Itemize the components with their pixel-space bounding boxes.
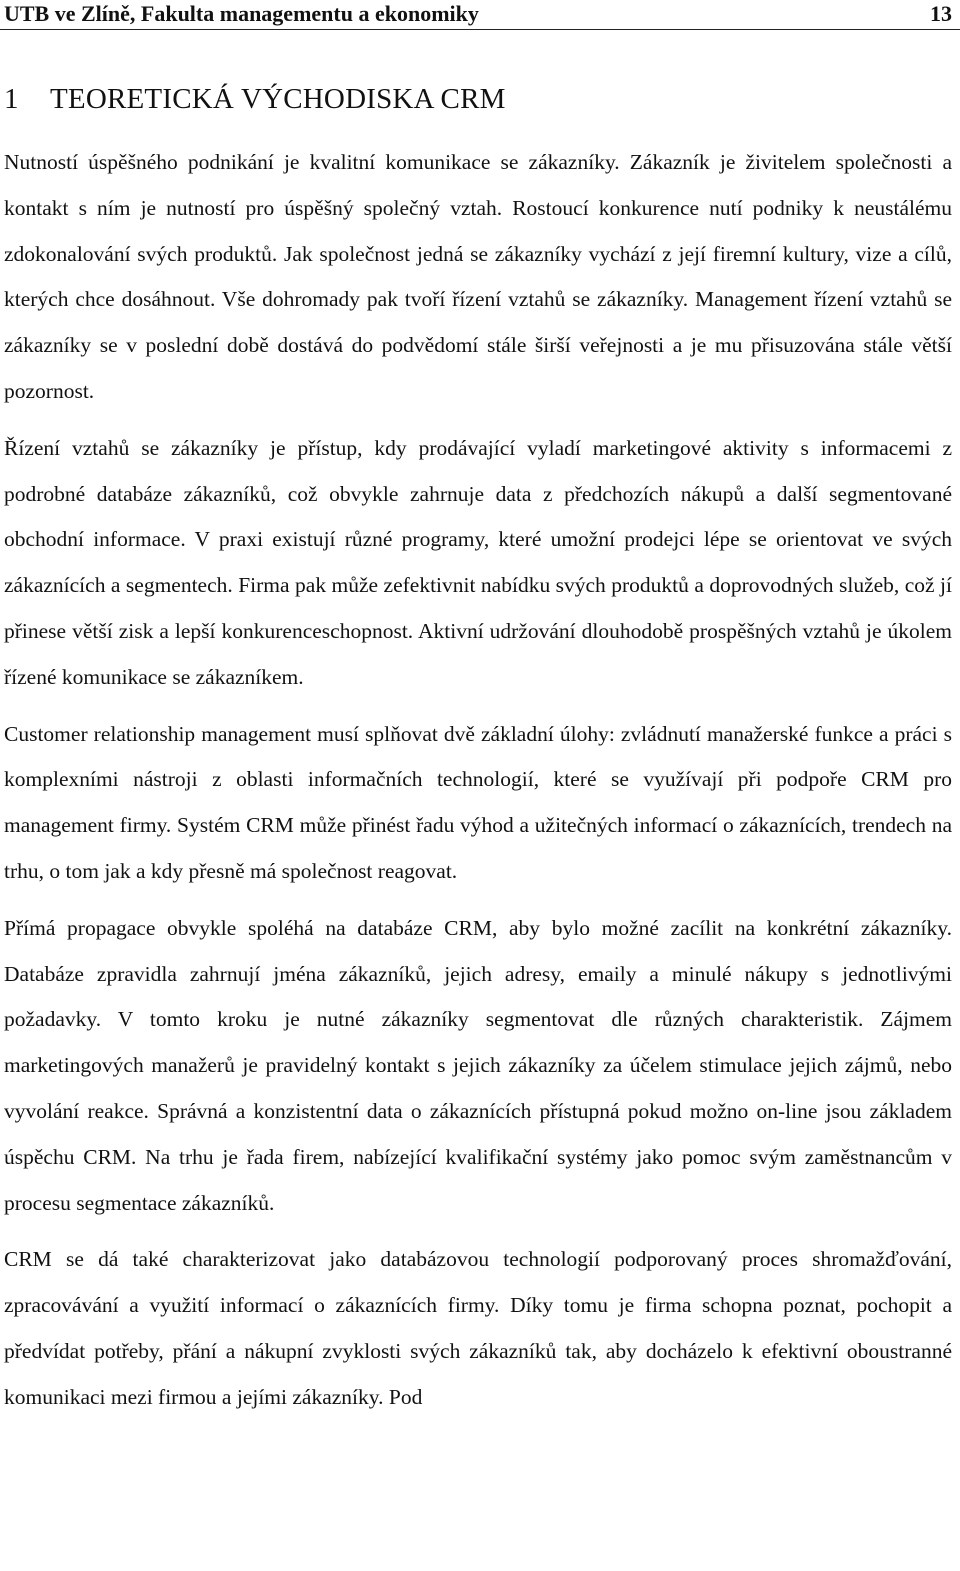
chapter-number: 1 — [4, 83, 19, 115]
paragraph: Customer relationship management musí splňovat dvě základní úlohy: zvládnutí manažerské funkce a práci s komplexními nástroji z oblasti informačních technologií, které se využívají při podpoře CRM pro management firmy. Systém CRM může přinést řadu výhod a užitečných informací o zákaznících, trendech na trhu, o tom jak a kdy přesně má společnost reagovat. — [4, 721, 952, 883]
paragraph: Přímá propagace obvykle spoléhá na databáze CRM, aby bylo možné zacílit na konkrétní zákazníky. Databáze zpravidla zahrnují jména zákazníků, jejich adresy, emaily a minulé nákupy s jednotlivými požadavky. V tomto kroku je nutné zákazníky segmentovat dle různých charakteristik. Zájmem marketingových manažerů je pravidelný kontakt s jejich zákazníky za účelem stimulace jejich zájmů, nebo vyvolání reakce. Správná a konzistentní data o zákaznících přístupná pokud možno on-line jsou základem úspěchu CRM. Na trhu je řada firem, nabízející kvalifikační systémy jako pomoc svým zaměstnancům v procesu segmentace zákazníků. — [4, 915, 952, 1215]
chapter-heading — [4, 82, 506, 116]
header-institution: UTB ve Zlíně, Fakulta managementu a ekonomiky — [4, 1, 479, 26]
page-number: 13 — [930, 1, 952, 26]
paragraph: Nutností úspěšného podnikání je kvalitní komunikace se zákazníky. Zákazník je živitelem společnosti a kontakt s ním je nutností pro úspěšný společný vztah. Rostoucí konkurence nutí podniky k neustálému zdokonalování svých produktů. Jak společnost jedná se zákazníky vychází z její firemní kultury, vize a cílů, kterých chce dosáhnout. Vše dohromady pak tvoří řízení vztahů se zákazníky. Management řízení vztahů se zákazníky se v poslední době dostává do podvědomí stále širší veřejnosti a je mu přisuzována stále větší pozornost. — [4, 150, 952, 403]
chapter-title: TEORETICKÁ VÝCHODISKA CRM — [50, 83, 506, 115]
paragraph: CRM se dá také charakterizovat jako databázovou technologií podporovaný proces shromažďování, zpracovávání a využití informací o zákaznících firmy. Díky tomu je firma schopna poznat, pochopit a předvídat potřeby, přání a nákupní zvyklosti svých zákazníků tak, aby docházelo k efektivní oboustranné komunikaci mezi firmou a jejími zákazníky. Pod — [4, 1247, 952, 1409]
running-header — [0, 0, 960, 30]
paragraph: Řízení vztahů se zákazníky je přístup, kdy prodávající vyladí marketingové aktivity s informacemi z podrobné databáze zákazníků, což obvykle zahrnuje data z předchozích nákupů a další segmentované obchodní informace. V praxi existují různé programy, které umožní prodejci lépe se orientovat ve svých zákaznících a segmentech. Firma pak může zefektivnit nabídku svých produktů a doprovodných služeb, což jí přinese větší zisk a lepší konkurenceschopnost. Aktivní udržování dlouhodobě prospěšných vztahů je úkolem řízené komunikace se zákazníkem. — [4, 435, 952, 689]
body-text — [4, 140, 952, 1432]
